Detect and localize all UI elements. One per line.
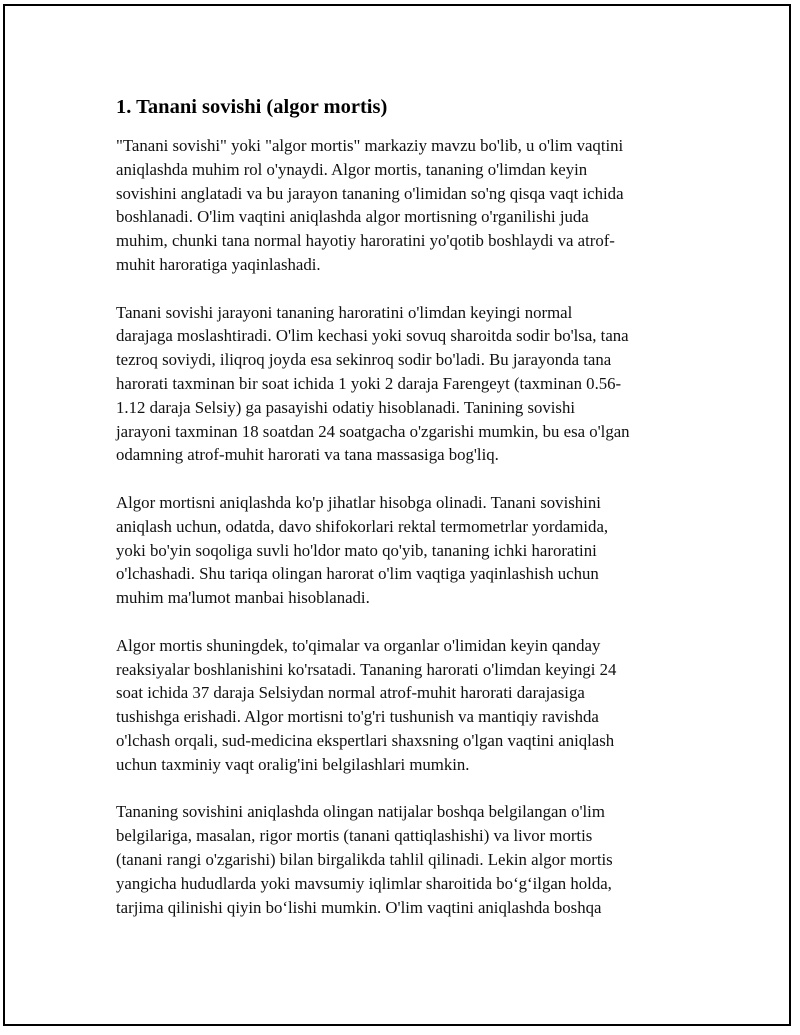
text-line: uchun taxminiy vaqt oralig'ini belgilashlari mumkin. xyxy=(116,754,470,774)
text-line: muhit haroratiga yaqinlashadi. xyxy=(116,254,321,274)
text-line: belgilariga, masalan, rigor mortis (tanani qattiqlashishi) va livor mortis xyxy=(116,826,593,846)
document-body xyxy=(116,95,686,943)
paragraph-3 xyxy=(116,491,686,610)
text-line: boshlanadi. O'lim vaqtini aniqlashda algor mortisning o'rganilishi juda xyxy=(116,207,589,227)
text-line: harorati taxminan bir soat ichida 1 yoki 2 daraja Farengeyt (taxminan 0.56- xyxy=(116,373,622,393)
text-line: aniqlashda muhim rol o'ynaydi. Algor mortis, tananing o'limdan keyin xyxy=(116,159,588,179)
text-line: muhim, chunki tana normal hayotiy haroratini yo'qotib boshlaydi va atrof- xyxy=(116,231,615,251)
text-line: Tanani sovishi jarayoni tananing haroratini o'limdan keyingi normal xyxy=(116,302,573,322)
paragraph-5 xyxy=(116,800,686,919)
text-line: sovishini anglatadi va bu jarayon tananing o'limidan so'ng qisqa vaqt ichida xyxy=(116,183,624,203)
text-line: (tanani rangi o'zgarishi) bilan birgalikda tahlil qilinadi. Lekin algor mortis xyxy=(116,849,613,869)
paragraph-4 xyxy=(116,634,686,777)
text-line: Algor mortis shuningdek, to'qimalar va organlar o'limidan keyin qanday xyxy=(116,635,601,655)
text-line: odamning atrof-muhit harorati va tana massasiga bog'liq. xyxy=(116,445,499,465)
text-line: Tananing sovishini aniqlashda olingan natijalar boshqa belgilangan o'lim xyxy=(116,802,605,822)
text-line: soat ichida 37 daraja Selsiydan normal atrof-muhit harorati darajasiga xyxy=(116,683,585,703)
text-line: aniqlash uchun, odatda, davo shifokorlari rektal termometrlar yordamida, xyxy=(116,516,609,536)
text-line: darajaga moslashtiradi. O'lim kechasi yoki sovuq sharoitda sodir bo'lsa, tana xyxy=(116,326,629,346)
text-line: o'lchash orqali, sud-medicina ekspertlari shaxsning o'lgan vaqtini aniqlash xyxy=(116,730,615,750)
text-line: reaksiyalar boshlanishini ko'rsatadi. Tananing harorati o'limdan keyingi 24 xyxy=(116,659,617,679)
text-line: tarjima qilinishi qiyin bo‘lishi mumkin. O'lim vaqtini aniqlashda boshqa xyxy=(116,897,602,917)
text-line: "Tanani sovishi" yoki "algor mortis" markaziy mavzu bo'lib, u o'lim vaqtini xyxy=(116,136,624,155)
paragraph-1 xyxy=(116,134,686,277)
text-line: tushishga erishadi. Algor mortisni to'g'ri tushunish va mantiqiy ravishda xyxy=(116,707,599,727)
text-line: yangicha hududlarda yoki mavsumiy iqlimlar sharoitida bo‘g‘ilgan holda, xyxy=(116,873,612,893)
text-line: muhim ma'lumot manbai hisoblanadi. xyxy=(116,588,370,608)
section-heading: 1. Tanani sovishi (algor mortis) xyxy=(116,96,388,118)
text-line: jarayoni taxminan 18 soatdan 24 soatgacha o'zgarishi mumkin, bu esa o'lgan xyxy=(116,421,630,441)
text-line: tezroq soviydi, iliqroq joyda esa sekinroq sodir bo'ladi. Bu jarayonda tana xyxy=(116,350,612,370)
text-line: yoki bo'yin soqoliga suvli ho'ldor mato qo'yib, tananing ichki haroratini xyxy=(116,540,597,560)
text-line: o'lchashadi. Shu tariqa olingan harorat o'lim vaqtiga yaqinlashish uchun xyxy=(116,564,599,584)
text-line: 1.12 daraja Selsiy) ga pasayishi odatiy hisoblanadi. Tanining sovishi xyxy=(116,397,576,417)
text-line: Algor mortisni aniqlashda ko'p jihatlar hisobga olinadi. Tanani sovishini xyxy=(116,492,601,512)
paragraph-2 xyxy=(116,301,686,468)
